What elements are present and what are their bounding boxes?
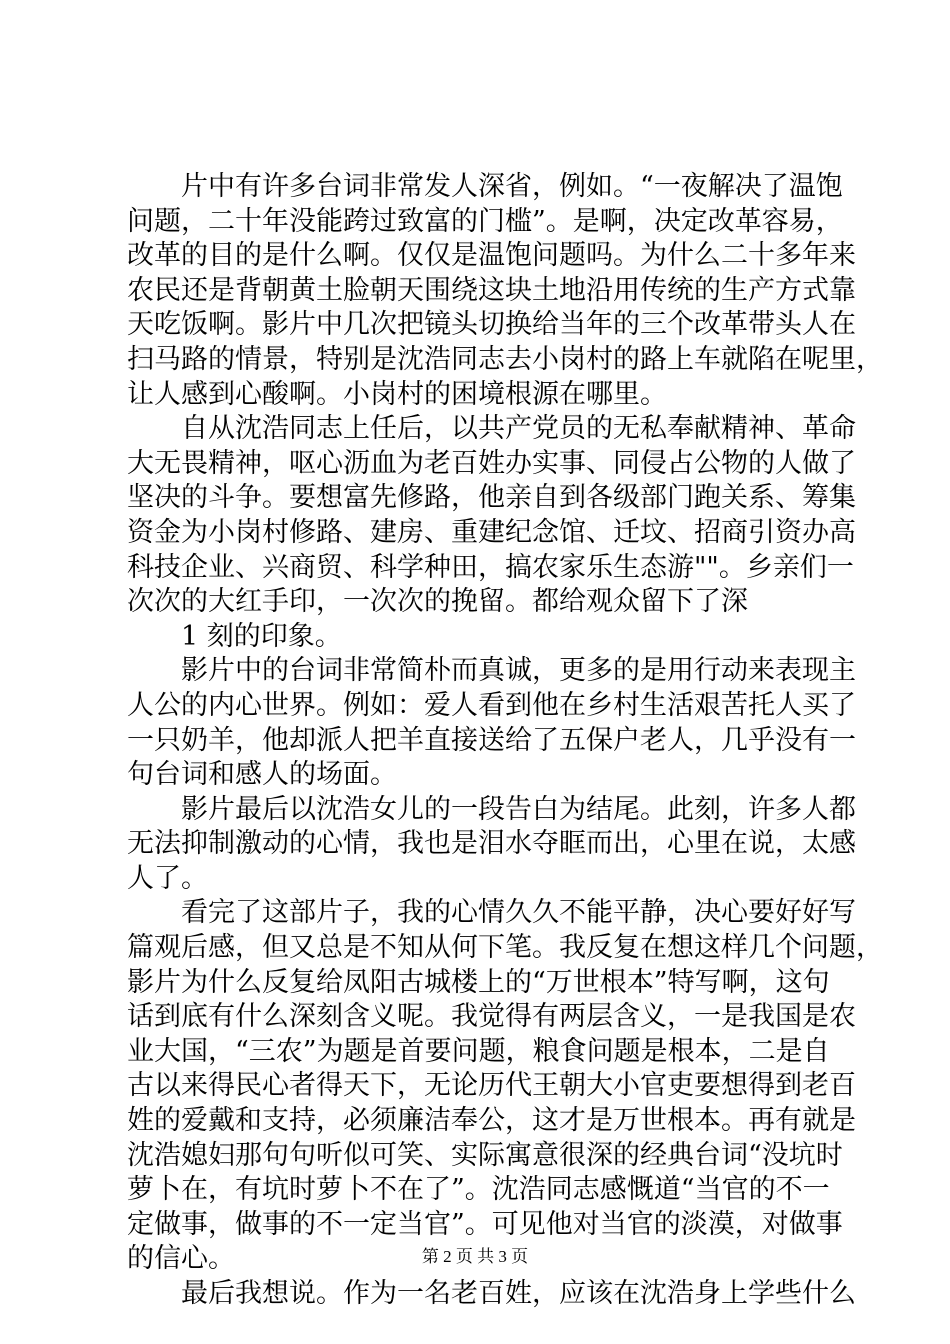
- text-line: 话到底有什么深刻含义呢。我觉得有两层含义，一是我国是农: [127, 1001, 856, 1033]
- text-line: 次次的大红手印，一次次的挽留。都给观众留下了深: [127, 586, 748, 618]
- text-line: 无法抑制激动的心情，我也是泪水夺眶而出，心里在说，太感: [127, 828, 856, 860]
- text-line: 影片最后以沈浩女儿的一段告白为结尾。此刻，许多人都: [181, 793, 856, 825]
- text-line: 姓的爱戴和支持，必须廉洁奉公，这才是万世根本。再有就是: [127, 1105, 856, 1137]
- text-line: 坚决的斗争。要想富先修路，他亲自到各级部门跑关系、筹集: [127, 482, 856, 514]
- text-line: 大无畏精神，呕心沥血为老百姓办实事、同侵占公物的人做了: [127, 447, 856, 479]
- text-line: 让人感到心酸啊。小岗村的困境根源在哪里。: [127, 378, 667, 410]
- text-line: 人了。: [127, 862, 208, 894]
- text-line: 人公的内心世界。例如：爱人看到他在乡村生活艰苦托人买了: [127, 689, 856, 721]
- text-line: 天吃饭啊。影片中几次把镜头切换给当年的三个改革带头人在: [127, 309, 856, 341]
- text-line: 农民还是背朝黄土脸朝天围绕这块土地沿用传统的生产方式靠: [127, 274, 856, 306]
- text-line: 篇观后感，但又总是不知从何下笔。我反复在想这样几个问题，: [127, 932, 883, 964]
- text-line: 定做事，做事的不一定当官”。可见他对当官的淡漠，对做事: [127, 1208, 843, 1240]
- text-line: 句台词和感人的场面。: [127, 759, 397, 791]
- text-line: 萝卜在，有坑时萝卜不在了”。沈浩同志感慨道“当官的不一: [127, 1174, 830, 1206]
- document-body: [127, 170, 883, 1312]
- text-line: 问题，二十年没能跨过致富的门槛”。是啊，决定改革容易，: [127, 205, 843, 237]
- text-line: 扫马路的情景，特别是沈浩同志去小岗村的路上车就陷在呢里，: [127, 343, 883, 375]
- text-line: 的信心。: [127, 1243, 235, 1275]
- text-line: 影片为什么反复给凤阳古城楼上的“万世根本”特写啊，这句: [127, 966, 830, 998]
- text-line: 看完了这部片子，我的心情久久不能平静，决心要好好写: [181, 897, 856, 929]
- text-line: 科技企业、兴商贸、科学种田，搞农家乐生态游""。乡亲们一: [127, 551, 854, 583]
- text-line: 影片中的台词非常简朴而真诚，更多的是用行动来表现主: [181, 655, 856, 687]
- text-line: 资金为小岗村修路、建房、重建纪念馆、迁坟、招商引资办高: [127, 516, 856, 548]
- text-line: 自从沈浩同志上任后，以共产党员的无私奉献精神、革命: [181, 413, 856, 445]
- text-line: 1 刻的印象。: [181, 620, 342, 652]
- text-line: 改革的目的是什么啊。仅仅是温饱问题吗。为什么二十多年来: [127, 240, 856, 272]
- page-footer: 第 2 页 共 3 页: [421, 1247, 529, 1266]
- text-line: 一只奶羊，他却派人把羊直接送给了五保户老人，几乎没有一: [127, 724, 856, 756]
- text-line: 业大国，“三农”为题是首要问题，粮食问题是根本，二是自: [127, 1035, 830, 1067]
- text-line: 古以来得民心者得天下，无论历代王朝大小官吏要想得到老百: [127, 1070, 856, 1102]
- text-line: 片中有许多台词非常发人深省，例如。“一夜解决了温饱: [181, 171, 843, 202]
- text-line: 沈浩媳妇那句句听似可笑、实际寓意很深的经典台词“没坑时: [127, 1139, 843, 1171]
- text-line: 最后我想说。作为一名老百姓，应该在沈浩身上学些什么: [181, 1278, 856, 1309]
